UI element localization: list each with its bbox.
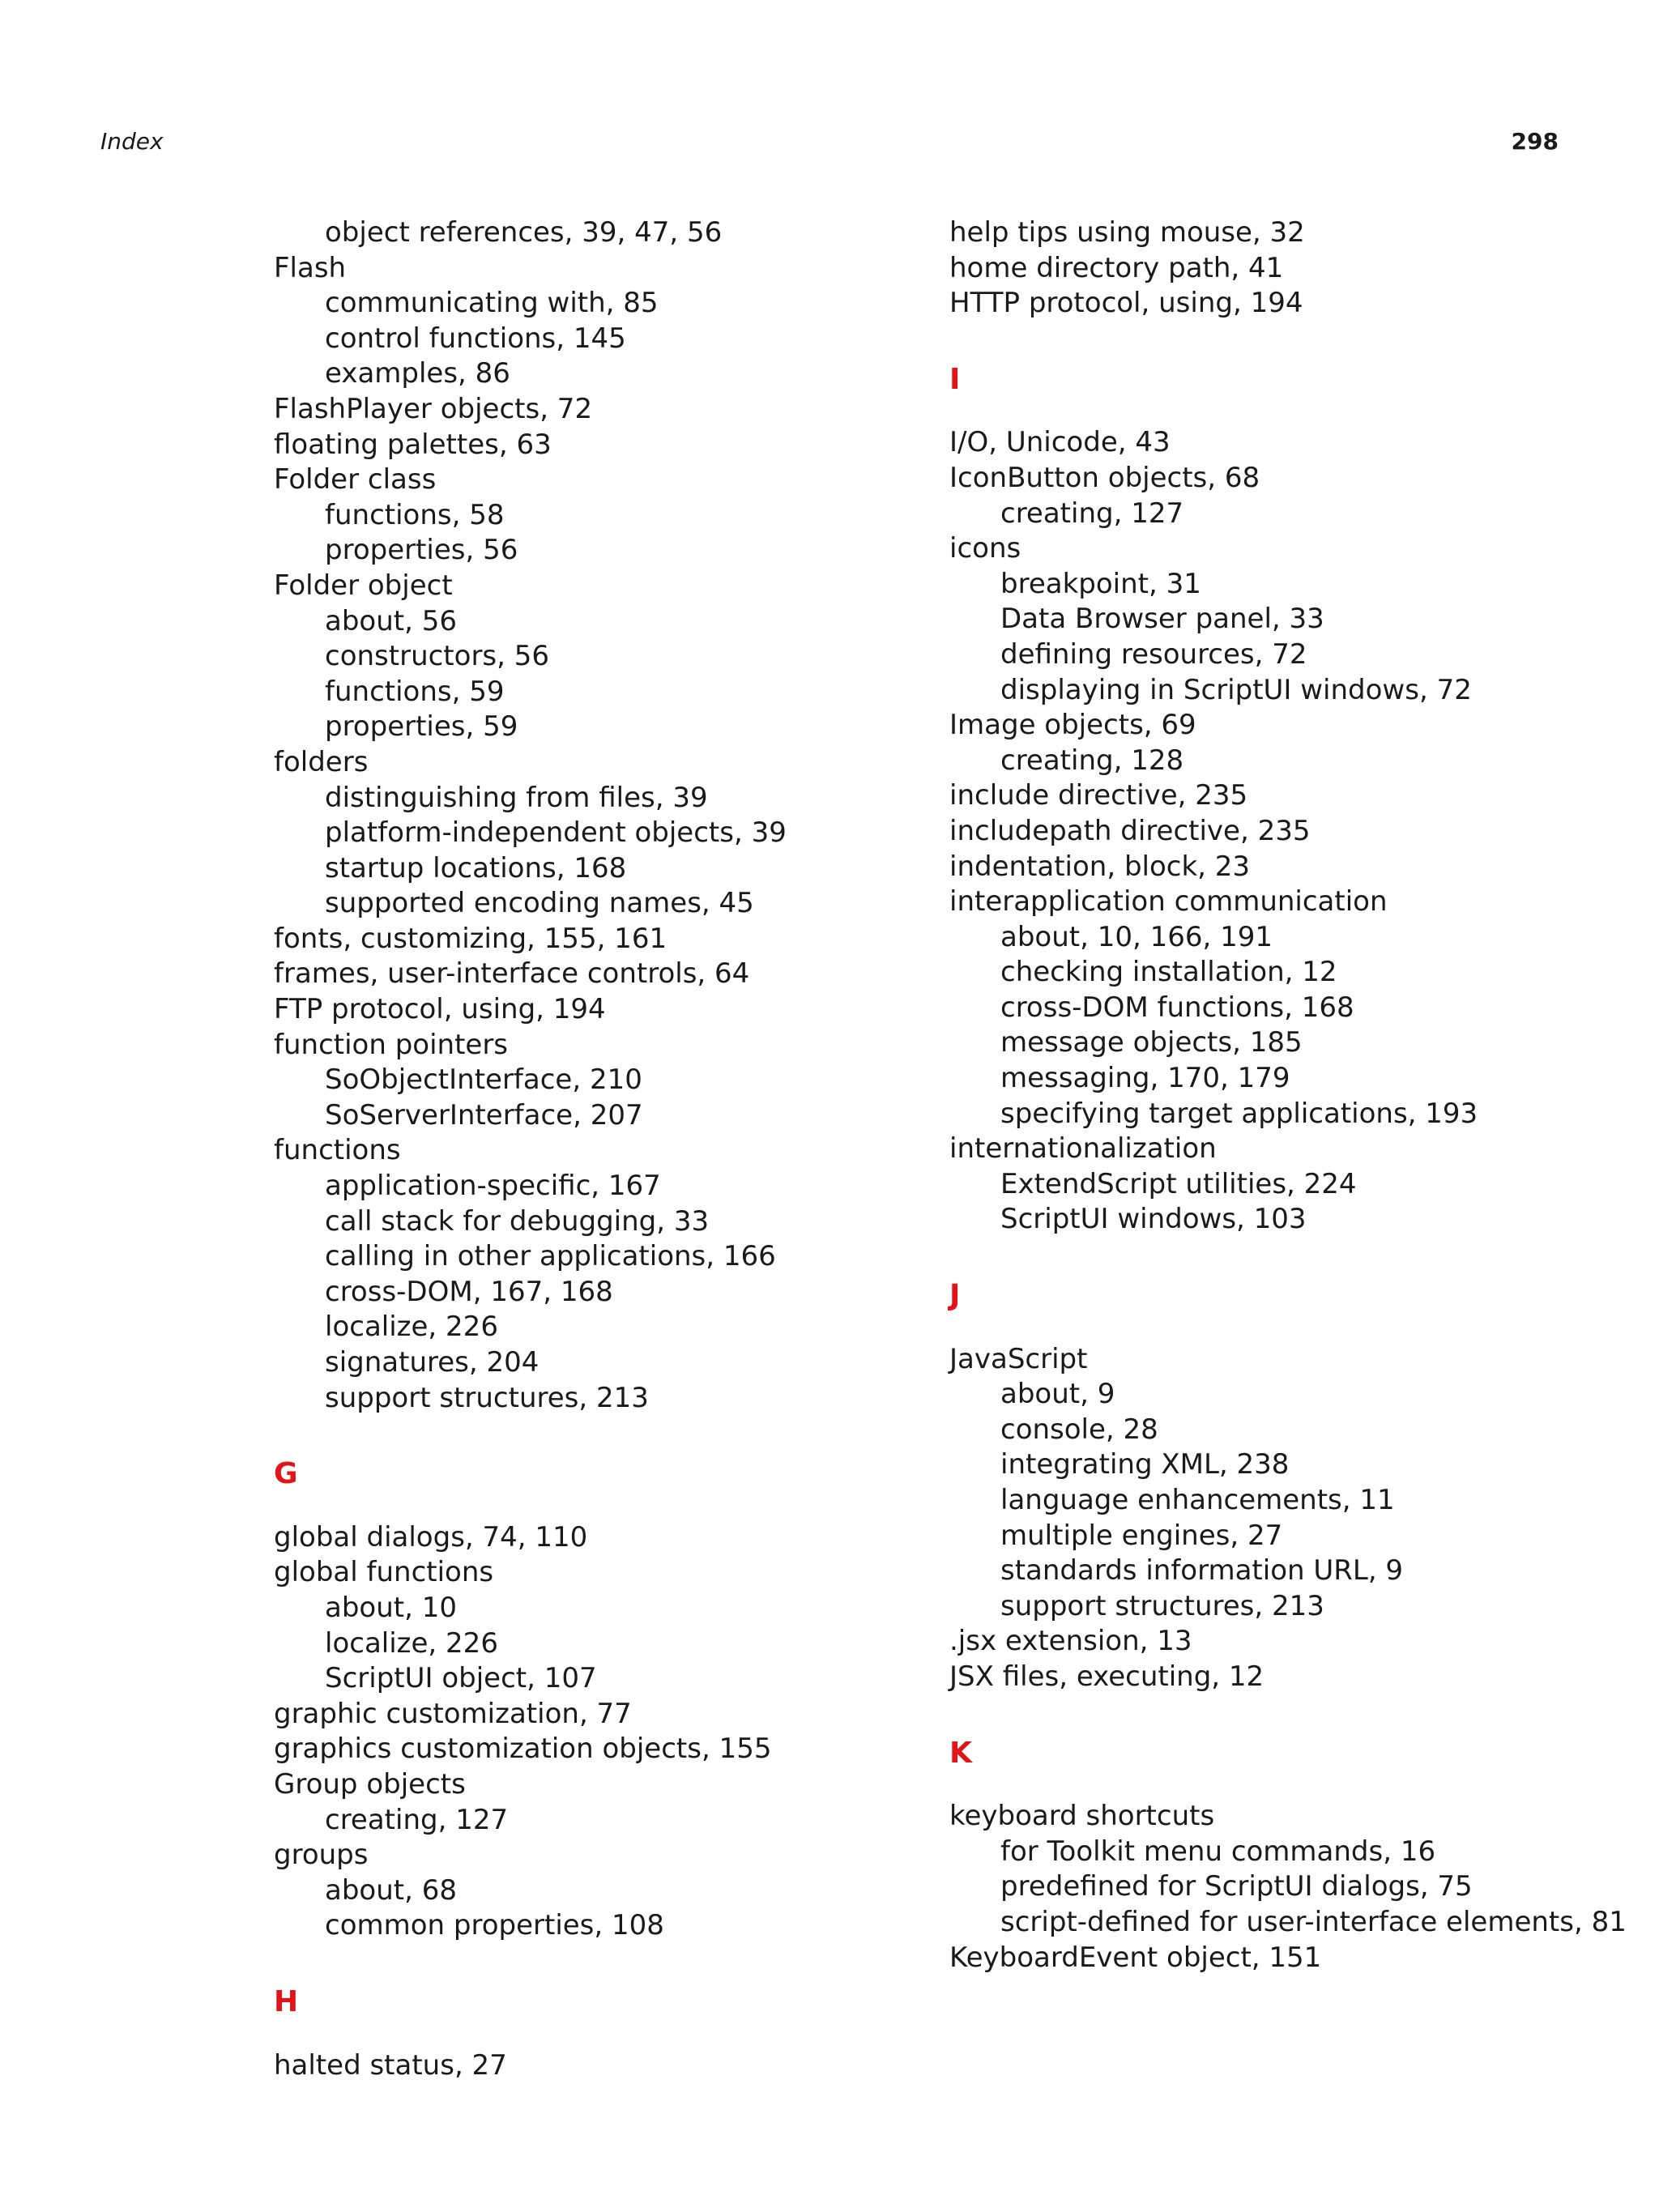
index-subentry: multiple engines, 27 bbox=[1000, 1519, 1283, 1552]
index-entry: halted status, 27 bbox=[274, 2048, 507, 2082]
index-subentry: constructors, 56 bbox=[325, 640, 550, 673]
index-subentry: creating, 127 bbox=[325, 1803, 509, 1836]
index-subentry: cross-DOM, 167, 168 bbox=[325, 1275, 613, 1308]
index-entry: FlashPlayer objects, 72 bbox=[274, 392, 593, 425]
running-head-section: Index bbox=[100, 128, 164, 155]
index-entry: Image objects, 69 bbox=[949, 709, 1196, 742]
index-column-left bbox=[274, 215, 889, 2083]
section-letter: G bbox=[274, 1457, 298, 1491]
index-subentry: localize, 226 bbox=[325, 1311, 498, 1344]
index-entry: home directory path, 41 bbox=[949, 251, 1284, 284]
index-entry: include directive, 235 bbox=[949, 779, 1248, 812]
index-entry: Group objects bbox=[274, 1767, 466, 1801]
index-entry: I/O, Unicode, 43 bbox=[949, 426, 1171, 459]
index-entry: Folder class bbox=[274, 463, 437, 497]
index-subentry: for Toolkit menu commands, 16 bbox=[1000, 1835, 1436, 1868]
section-letter: J bbox=[949, 1279, 961, 1313]
index-subentry: about, 68 bbox=[325, 1873, 457, 1907]
index-entry: frames, user-interface controls, 64 bbox=[274, 957, 750, 991]
index-subentry: call stack for debugging, 33 bbox=[325, 1204, 710, 1238]
index-entry: IconButton objects, 68 bbox=[949, 461, 1260, 494]
index-subentry: common properties, 108 bbox=[325, 1909, 664, 1942]
index-entry: FTP protocol, using, 194 bbox=[274, 993, 606, 1026]
index-subentry: integrating XML, 238 bbox=[1000, 1448, 1290, 1481]
index-subentry: functions, 59 bbox=[325, 675, 505, 708]
index-entry: global functions bbox=[274, 1556, 494, 1589]
index-subentry: standards information URL, 9 bbox=[1000, 1554, 1404, 1588]
index-subentry: distinguishing from files, 39 bbox=[325, 781, 708, 814]
index-subentry: predefined for ScriptUI dialogs, 75 bbox=[1000, 1870, 1473, 1903]
index-entry: interapplication communication bbox=[949, 885, 1388, 918]
index-subentry: breakpoint, 31 bbox=[1000, 567, 1201, 600]
index-subentry: ExtendScript utilities, 224 bbox=[1000, 1167, 1357, 1200]
index-subentry: creating, 127 bbox=[1000, 497, 1184, 530]
index-subentry: checking installation, 12 bbox=[1000, 956, 1337, 989]
index-subentry: about, 9 bbox=[1000, 1378, 1115, 1411]
section-letter: I bbox=[949, 362, 961, 396]
index-entry: help tips using mouse, 32 bbox=[949, 216, 1305, 249]
index-subentry: application-specific, 167 bbox=[325, 1170, 661, 1203]
index-entry: graphics customization objects, 155 bbox=[274, 1733, 772, 1766]
index-subentry: about, 10 bbox=[325, 1591, 457, 1624]
index-subentry: about, 10, 166, 191 bbox=[1000, 920, 1273, 953]
index-subentry: Data Browser panel, 33 bbox=[1000, 603, 1324, 636]
index-entry: KeyboardEvent object, 151 bbox=[949, 1941, 1322, 1974]
index-subentry: cross-DOM functions, 168 bbox=[1000, 991, 1354, 1024]
index-entry: internationalization bbox=[949, 1132, 1217, 1166]
index-subentry: signatures, 204 bbox=[325, 1346, 539, 1379]
index-entry: floating palettes, 63 bbox=[274, 428, 552, 461]
index-subentry: communicating with, 85 bbox=[325, 287, 659, 320]
index-entry: global dialogs, 74, 110 bbox=[274, 1520, 588, 1554]
index-subentry: calling in other applications, 166 bbox=[325, 1240, 776, 1273]
index-entry: JSX files, executing, 12 bbox=[949, 1660, 1265, 1693]
index-subentry: support structures, 213 bbox=[325, 1381, 649, 1414]
index-subentry: support structures, 213 bbox=[1000, 1589, 1324, 1622]
index-entry: graphic customization, 77 bbox=[274, 1697, 632, 1730]
index-subentry: displaying in ScriptUI windows, 72 bbox=[1000, 673, 1472, 706]
index-subentry: control functions, 145 bbox=[325, 322, 626, 355]
section-letter: K bbox=[949, 1736, 972, 1770]
index-entry: groups bbox=[274, 1839, 369, 1872]
index-subentry: script-defined for user-interface elements, 81 bbox=[1000, 1905, 1627, 1938]
index-entry: includepath directive, 235 bbox=[949, 814, 1311, 847]
index-subentry: ScriptUI object, 107 bbox=[325, 1662, 597, 1695]
index-subentry: messaging, 170, 179 bbox=[1000, 1062, 1290, 1095]
index-subentry: platform-independent objects, 39 bbox=[325, 816, 787, 850]
index-entry: HTTP protocol, using, 194 bbox=[949, 287, 1303, 320]
index-entry: indentation, block, 23 bbox=[949, 850, 1251, 883]
index-entry: Folder object bbox=[274, 569, 453, 602]
index-entry: function pointers bbox=[274, 1028, 509, 1061]
index-subentry: SoObjectInterface, 210 bbox=[325, 1063, 642, 1097]
index-subentry: properties, 56 bbox=[325, 534, 518, 567]
index-subentry: SoServerInterface, 207 bbox=[325, 1098, 643, 1132]
index-subentry: object references, 39, 47, 56 bbox=[325, 216, 723, 249]
section-letter: H bbox=[274, 1984, 299, 2018]
index-subentry: defining resources, 72 bbox=[1000, 637, 1307, 671]
index-entry: Flash bbox=[274, 251, 347, 284]
index-subentry: supported encoding names, 45 bbox=[325, 887, 754, 920]
index-entry: keyboard shortcuts bbox=[949, 1800, 1215, 1833]
index-subentry: language enhancements, 11 bbox=[1000, 1484, 1395, 1516]
index-entry: .jsx extension, 13 bbox=[949, 1625, 1192, 1658]
index-subentry: startup locations, 168 bbox=[325, 851, 627, 884]
index-subentry: about, 56 bbox=[325, 604, 457, 637]
index-entry: fonts, customizing, 155, 161 bbox=[274, 922, 667, 955]
index-entry: functions bbox=[274, 1134, 401, 1167]
index-subentry: examples, 86 bbox=[325, 357, 510, 390]
index-entry: JavaScript bbox=[949, 1342, 1088, 1375]
page-number: 298 bbox=[1511, 128, 1559, 155]
index-subentry: console, 28 bbox=[1000, 1413, 1158, 1446]
index-entry: folders bbox=[274, 745, 369, 778]
index-subentry: specifying target applications, 193 bbox=[1000, 1097, 1478, 1130]
index-subentry: localize, 226 bbox=[325, 1626, 498, 1660]
index-subentry: creating, 128 bbox=[1000, 744, 1184, 777]
index-subentry: properties, 59 bbox=[325, 710, 518, 744]
index-subentry: ScriptUI windows, 103 bbox=[1000, 1203, 1307, 1236]
index-subentry: functions, 58 bbox=[325, 498, 505, 531]
index-column-right bbox=[949, 215, 1627, 1975]
index-subentry: message objects, 185 bbox=[1000, 1026, 1303, 1059]
index-entry: icons bbox=[949, 532, 1021, 565]
